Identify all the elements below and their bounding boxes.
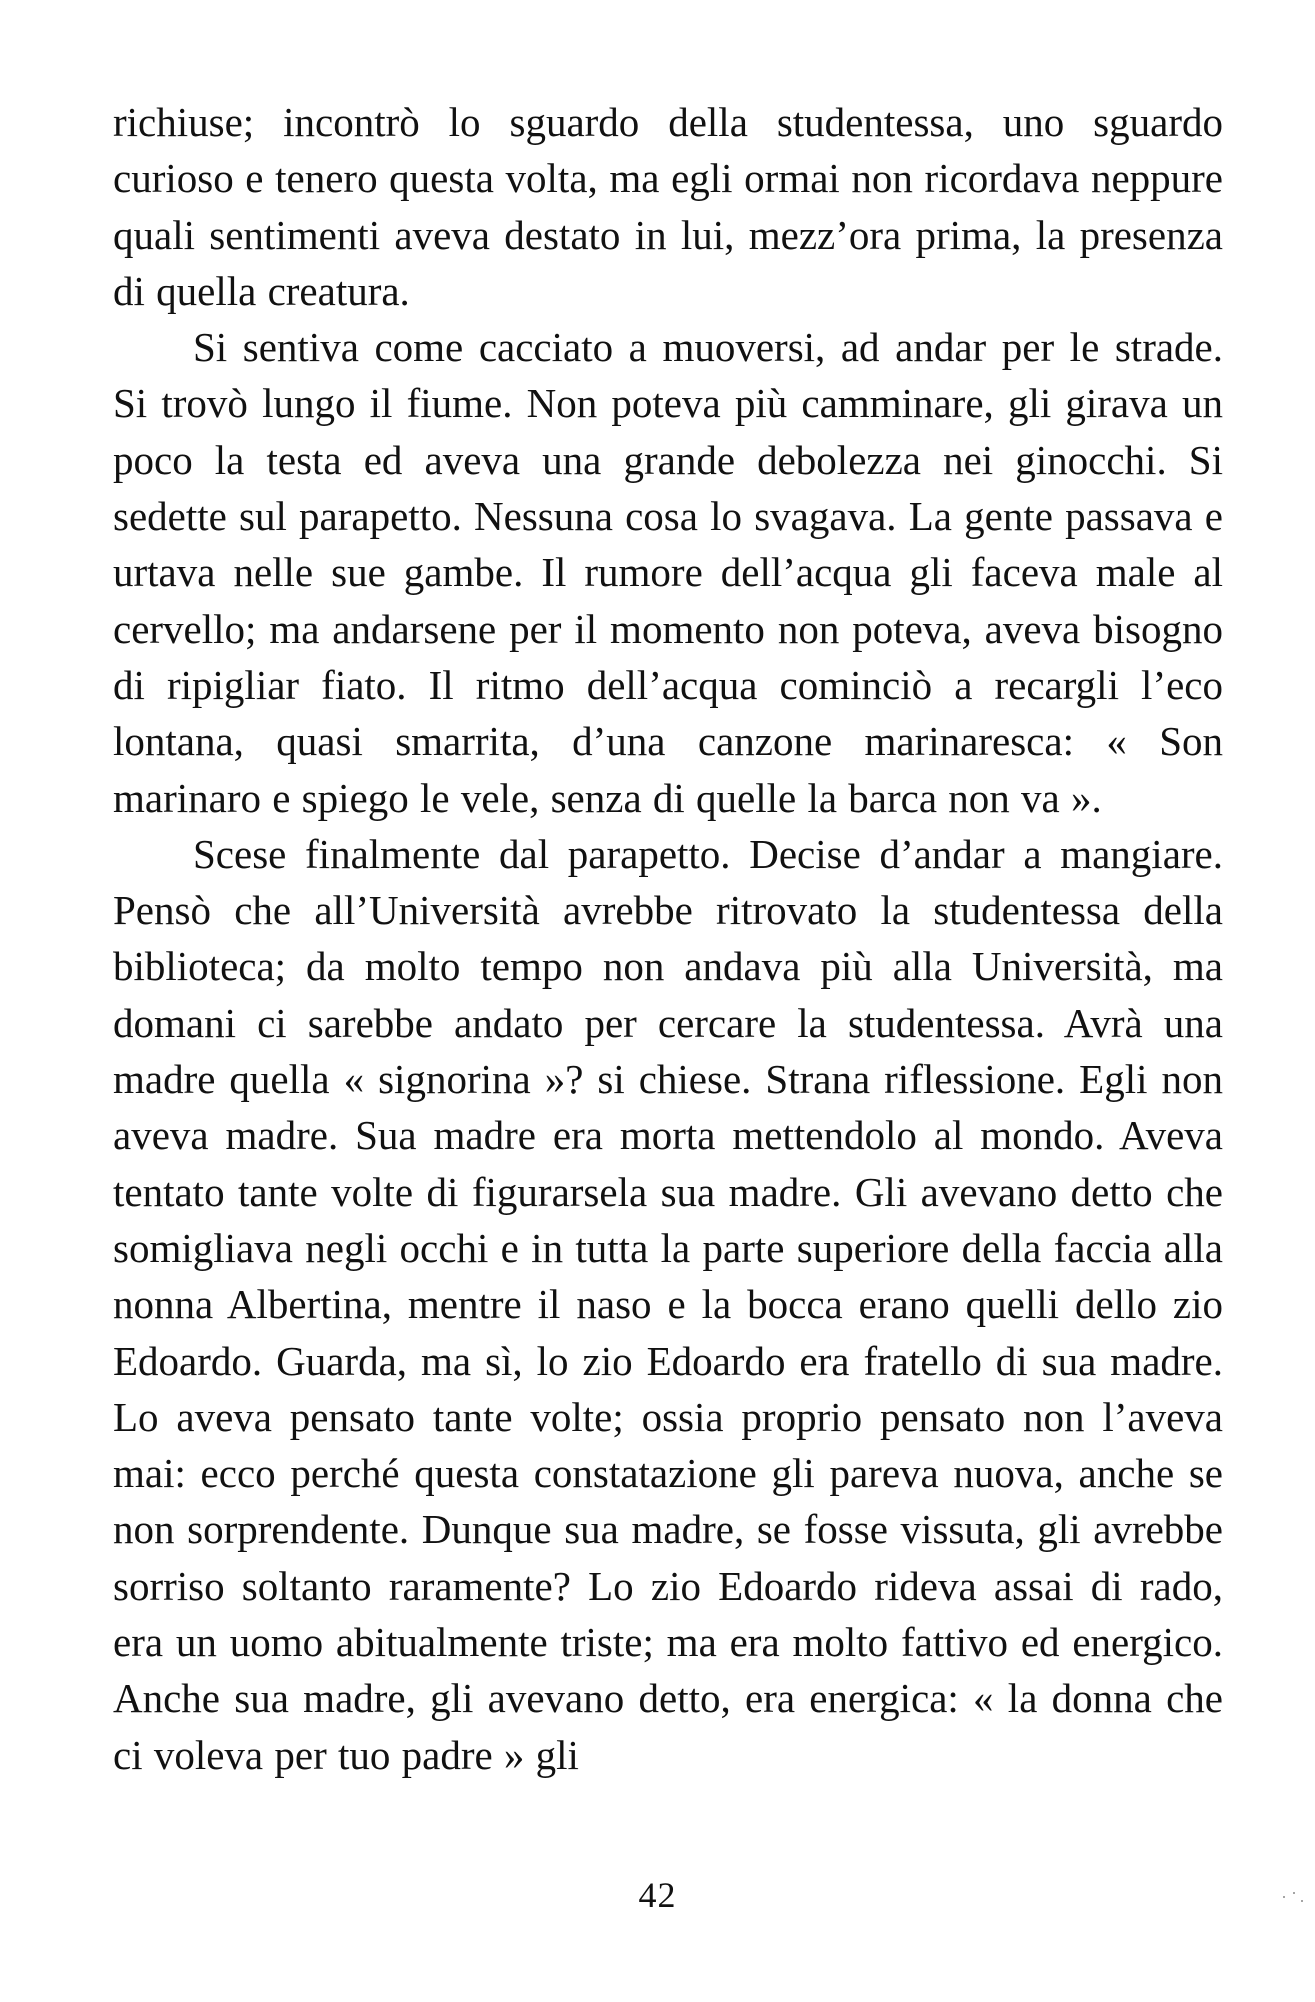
paragraph-3: Scese finalmente dal parapetto. Decise d’andar a mangiare. Pensò che all’Università avrebbe ritrovato la studentessa della biblioteca; da molto tempo non andava più alla Università, ma domani ci sarebbe andato per cercare la studentessa. Avrà una madre quella « signorina »? si chiese. Strana riflessione. Egli non aveva madre. Sua madre era morta mettendolo al mondo. Aveva tentato tante volte di figurarsela sua madre. Gli avevano detto che somigliava negli occhi e in tutta la parte superiore della faccia alla nonna Albertina, mentre il naso e la bocca erano quelli dello zio Edoardo. Guarda, ma sì, lo zio Edoardo era fratello di sua madre. Lo aveva pensato tante volte; ossia proprio pensato non l’aveva mai: ecco perché questa constatazione gli pareva nuova, anche se non sorprendente. Dunque sua madre, se fosse vissuta, gli avrebbe sorriso soltanto raramente? Lo zio Edoardo rideva assai di rado, era un uomo abitualmente triste; ma era molto fattivo ed energico. Anche sua madre, gli avevano detto, era energica: « la donna che ci voleva per tuo padre » gli: [113, 830, 1223, 1778]
paragraph-1: richiuse; incontrò lo sguardo della studentessa, uno sguardo curioso e tenero questa volta, ma egli ormai non ricordava neppure quali sentimenti aveva destato in lui, mezz’ora prima, la presenza di quella creatura.: [113, 99, 1223, 314]
speck-mark: [1301, 1900, 1303, 1902]
paragraph-2: Si sentiva come cacciato a muoversi, ad andar per le strade. Si trovò lungo il fiume. Non poteva più camminare, gli girava un poco la testa ed aveva una grande debolezza nei ginocchi. Si sedette sul parapetto. Nessuna cosa lo svagava. La gente passava e urtava nelle sue gambe. Il rumore dell’acqua gli faceva male al cervello; ma andarsene per il momento non poteva, aveva bisogno di ripigliar fiato. Il ritmo dell’acqua cominciò a recargli l’eco lontana, quasi smarrita, d’una canzone marinaresca: « Son marinaro e spiego le vele, senza di quelle la barca non va ».: [113, 324, 1223, 821]
page-number: 42: [638, 1875, 677, 1915]
scan-specks: [1279, 1890, 1309, 1910]
body-text: [113, 94, 1223, 1783]
speck-mark: [1293, 1892, 1295, 1894]
speck-mark: [1283, 1896, 1285, 1898]
